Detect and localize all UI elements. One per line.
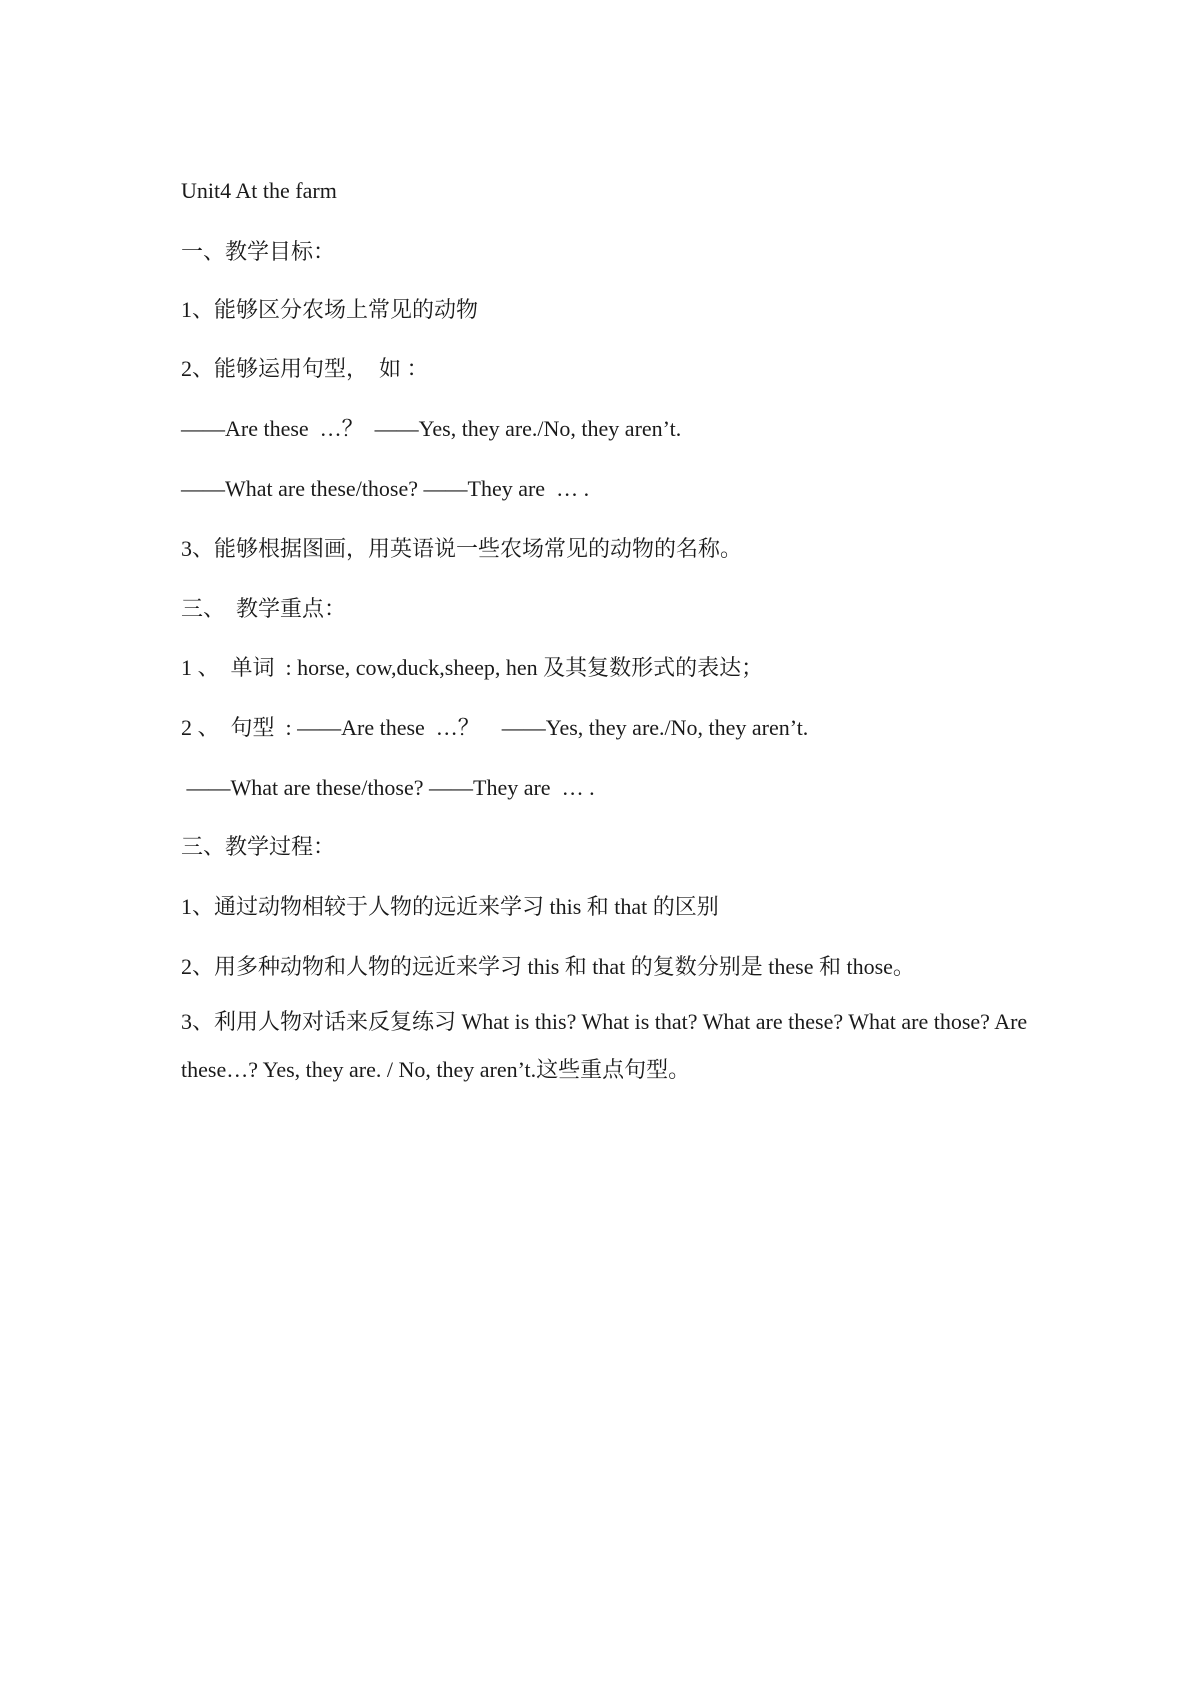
process-item-2: 2、用多种动物和人物的远近来学习 this 和 that 的复数分别是 these 和 those。	[181, 954, 915, 979]
key-point-item-2: 2 、 句型 : ——Are these …？ ——Yes, they are./No, they aren’t.	[181, 715, 809, 740]
section-heading-objectives: 一、教学目标：	[181, 239, 336, 264]
objective-dialogue-1: ——Are these …？ ——Yes, they are./No, they aren’t.	[181, 416, 682, 441]
section-heading-key-points: 三、 教学重点：	[181, 596, 347, 621]
process-item-3: 3、利用人物对话来反复练习 What is this? What is that? What are these? What are those? Are these…? Yes, they are. / No, they aren’t.这些重点句型。	[181, 1009, 1028, 1082]
key-point-item-1: 1 、 单词 : horse, cow,duck,sheep, hen 及其复数形式的表达；	[181, 655, 764, 680]
objective-item-2: 2、能够运用句型， 如 ：	[181, 356, 429, 381]
document-title: Unit4 At the farm	[181, 178, 337, 203]
section-heading-process: 三、教学过程：	[181, 834, 336, 859]
key-point-dialogue: ——What are these/those? ——They are … .	[181, 775, 595, 800]
process-item-1: 1、通过动物相较于人物的远近来学习 this 和 that 的区别	[181, 894, 719, 919]
objective-dialogue-2: ——What are these/those? ——They are … .	[181, 476, 590, 501]
objective-item-3: 3、能够根据图画，用英语说一些农场常见的动物的名称。	[181, 536, 743, 561]
objective-item-1: 1、能够区分农场上常见的动物	[181, 297, 479, 322]
